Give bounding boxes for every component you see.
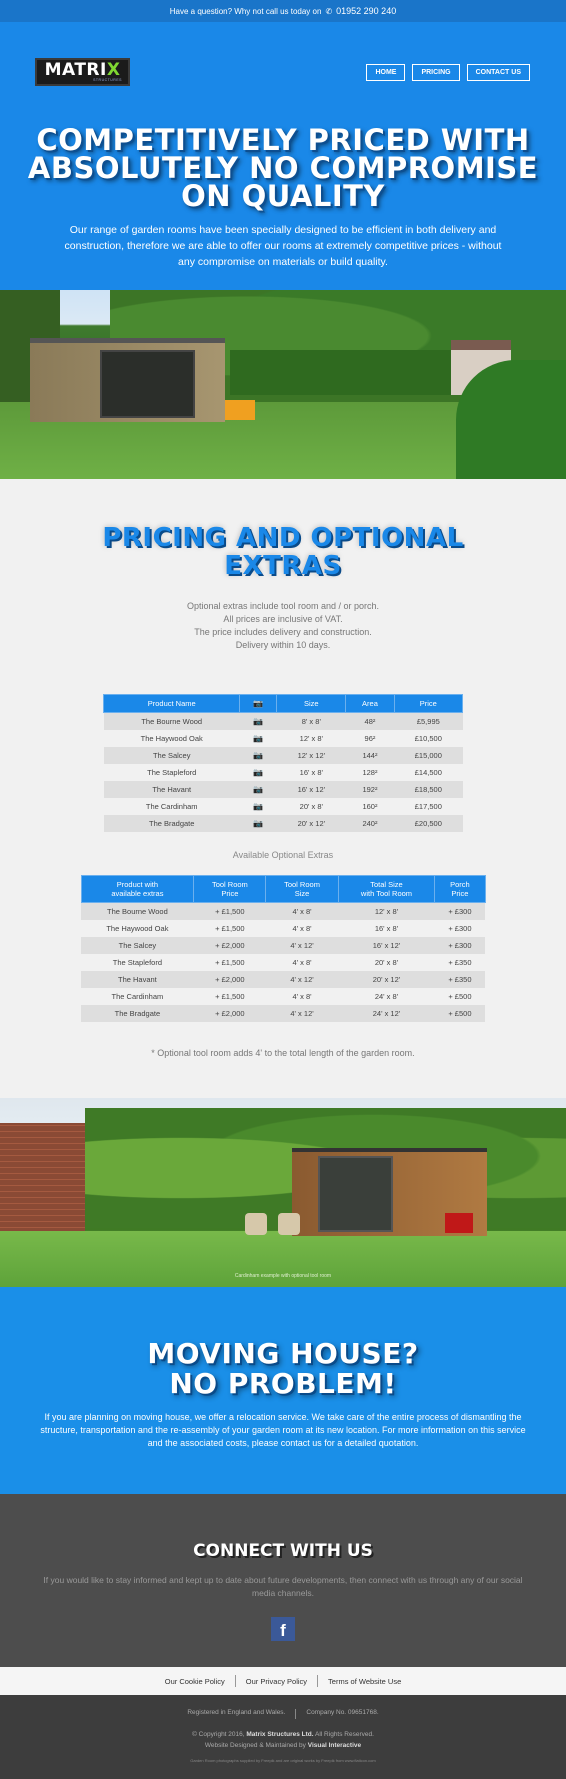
pricing-note: Optional extras include tool room and / or porch. (186, 601, 380, 611)
moving-title-line: NO PROBLEM! (169, 1367, 397, 1400)
table-row (104, 764, 463, 781)
moving-section (0, 1287, 566, 1494)
connect-text: If you would like to stay informed and kept up to date about future developments, then connect with us through any of our social media channels. (43, 1575, 523, 1598)
extra-total: 20' x 8' (338, 954, 435, 971)
camera-icon[interactable]: 📷 (240, 764, 277, 781)
table-row (81, 988, 485, 1005)
extra-porch: + £300 (435, 937, 485, 954)
pricing-footnote: * Optional tool room adds 4' to the total length of the garden room. (151, 1048, 415, 1058)
extra-total: 12' x 8' (338, 903, 435, 921)
product-price: £17,500 (394, 798, 462, 815)
product-price: £14,500 (394, 764, 462, 781)
product-name: The Bourne Wood (104, 713, 240, 731)
moving-title-line: MOVING HOUSE? (147, 1337, 419, 1370)
extra-tool-size: 4' x 12' (266, 1005, 338, 1022)
pricing-notes (0, 600, 566, 652)
table-row (104, 747, 463, 764)
product-name: The Havant (104, 781, 240, 798)
product-size: 16' x 8' (277, 764, 346, 781)
camera-icon: 📷 (253, 699, 264, 708)
extra-tool-size: 4' x 8' (266, 920, 338, 937)
extra-name: The Haywood Oak (81, 920, 194, 937)
product-size: 20' x 8' (277, 798, 346, 815)
product-area: 128² (346, 764, 394, 781)
extra-tool-price: + £1,500 (194, 954, 266, 971)
extra-tool-price: + £2,000 (194, 937, 266, 954)
col-tool-room-size: Tool Room Size (266, 876, 338, 903)
extra-name: The Havant (81, 971, 194, 988)
extra-tool-price: + £1,500 (194, 988, 266, 1005)
extra-tool-price: + £2,000 (194, 1005, 266, 1022)
nav-pricing-button[interactable]: PRICING (412, 64, 459, 81)
extra-total: 24' x 8' (338, 988, 435, 1005)
garden-room-photo (0, 290, 566, 479)
extra-total: 20' x 12' (338, 971, 435, 988)
product-price: £18,500 (394, 781, 462, 798)
product-size: 16' x 12' (277, 781, 346, 798)
pricing-section (0, 479, 566, 1098)
topbar-question: Have a question? Why not call us today on (169, 6, 322, 16)
product-price: £5,995 (394, 713, 462, 731)
moving-title (0, 1339, 566, 1399)
product-name: The Bradgate (104, 815, 240, 832)
extra-total: 24' x 12' (338, 1005, 435, 1022)
camera-icon[interactable]: 📷 (240, 730, 277, 747)
extra-total: 16' x 8' (338, 920, 435, 937)
extras-table (81, 875, 486, 1022)
table-row (104, 798, 463, 815)
extra-tool-size: 4' x 8' (266, 903, 338, 921)
extra-porch: + £350 (435, 971, 485, 988)
col-porch-price: Porch Price (435, 876, 485, 903)
hero-section (0, 22, 566, 290)
extras-title: Available Optional Extras (232, 850, 334, 860)
col-area: Area (346, 695, 394, 713)
product-name: The Salcey (104, 747, 240, 764)
registered-text: Registered in England and Wales. (187, 1709, 286, 1716)
product-area: 160² (346, 798, 394, 815)
extra-total: 16' x 12' (338, 937, 435, 954)
extra-porch: + £500 (435, 988, 485, 1005)
product-size: 8' x 8' (277, 713, 346, 731)
table-row (104, 713, 463, 731)
product-size: 12' x 12' (277, 747, 346, 764)
facebook-icon[interactable]: f (271, 1617, 295, 1641)
divider (295, 1709, 296, 1719)
camera-icon[interactable]: 📷 (240, 781, 277, 798)
nav-home-button[interactable]: HOME (366, 64, 405, 81)
product-price: £15,000 (394, 747, 462, 764)
col-tool-room-price: Tool Room Price (194, 876, 266, 903)
camera-icon[interactable]: 📷 (240, 713, 277, 731)
hero-title-line: ON QUALITY (181, 179, 385, 213)
product-area: 192² (346, 781, 394, 798)
copyright: © Copyright 2016, Matrix Structures Ltd. All Rights Reserved. (192, 1731, 374, 1738)
table-row (81, 903, 485, 921)
extra-porch: + £500 (435, 1005, 485, 1022)
logo-x: X (106, 60, 121, 80)
designer-credit: Website Designed & Maintained by Visual Interactive (204, 1742, 362, 1749)
extra-name: The Bourne Wood (81, 903, 194, 921)
extra-name: The Cardinham (81, 988, 194, 1005)
extra-name: The Salcey (81, 937, 194, 954)
col-photo (240, 695, 277, 713)
cardinham-photo (0, 1098, 566, 1287)
moving-text: If you are planning on moving house, we offer a relocation service. We take care of the entire process of dismantling the structure, transportation and the re-assembly of your garden room at its new location. For more information on this service and the associated costs, please contact us for a detailed quotation. (40, 1412, 526, 1448)
designer-link[interactable]: Visual Interactive (307, 1742, 362, 1749)
camera-icon[interactable]: 📷 (240, 747, 277, 764)
connect-title: CONNECT WITH US (193, 1541, 373, 1561)
nav-contact-button[interactable]: CONTACT US (467, 64, 530, 81)
product-size: 20' x 12' (277, 815, 346, 832)
terms-link[interactable]: Terms of Website Use (328, 1676, 402, 1686)
table-row (81, 971, 485, 988)
col-size: Size (277, 695, 346, 713)
product-name: The Haywood Oak (104, 730, 240, 747)
extra-tool-size: 4' x 8' (266, 954, 338, 971)
price-table (103, 694, 463, 832)
camera-icon[interactable]: 📷 (240, 798, 277, 815)
pricing-note: Delivery within 10 days. (235, 640, 331, 650)
pricing-note: All prices are inclusive of VAT. (223, 614, 343, 624)
extra-tool-size: 4' x 12' (266, 937, 338, 954)
connect-section (0, 1494, 566, 1667)
extra-tool-price: + £1,500 (194, 903, 266, 921)
matrix-logo[interactable] (35, 58, 130, 86)
product-price: £10,500 (394, 730, 462, 747)
topbar-phone[interactable]: 01952 290 240 (336, 6, 397, 16)
product-area: 48² (346, 713, 394, 731)
table-row (81, 954, 485, 971)
extra-porch: + £300 (435, 903, 485, 921)
col-product-name: Product Name (104, 695, 240, 713)
product-name: The Cardinham (104, 798, 240, 815)
company-number: Company No. 09651768. (306, 1709, 379, 1716)
hero-title-line: COMPETITIVELY PRICED WITH (36, 123, 530, 157)
pricing-title (0, 524, 566, 580)
extra-tool-size: 4' x 8' (266, 988, 338, 1005)
footer-links (0, 1667, 566, 1695)
table-row (81, 937, 485, 954)
table-row (104, 730, 463, 747)
camera-icon[interactable]: 📷 (240, 815, 277, 832)
hero-text: Our range of garden rooms have been specially designed to be efficient in both delivery and construction, therefore we are able to offer our rooms at extremely competitive prices - without any compromise on materials or build quality. (64, 224, 502, 268)
hero-title-line: ABSOLUTELY NO COMPROMISE (27, 151, 539, 185)
table-row (104, 781, 463, 798)
product-price: £20,500 (394, 815, 462, 832)
company-name: Matrix Structures Ltd. (246, 1731, 314, 1738)
top-bar (0, 0, 566, 22)
privacy-policy-link[interactable]: Our Privacy Policy (245, 1676, 308, 1686)
table-row (81, 920, 485, 937)
extra-tool-size: 4' x 12' (266, 971, 338, 988)
main-nav (366, 64, 530, 81)
extra-tool-price: + £1,500 (194, 920, 266, 937)
pricing-note: The price includes delivery and construction. (194, 627, 372, 637)
extra-porch: + £350 (435, 954, 485, 971)
extra-name: The Bradgate (81, 1005, 194, 1022)
logo-sub: STRUCTURES (93, 78, 122, 82)
cookie-policy-link[interactable]: Our Cookie Policy (164, 1676, 225, 1686)
product-area: 144² (346, 747, 394, 764)
hero-title (0, 123, 566, 213)
footer (0, 1695, 566, 1779)
photo-caption: Cardinham example with optional tool room (234, 1273, 332, 1279)
table-row (104, 815, 463, 832)
col-product-extras: Product with available extras (81, 876, 194, 903)
photo-credits: Garden Room photographs supplied by Freepik and are original works by Freepik from www.flaticon.com (190, 1758, 376, 1763)
product-size: 12' x 8' (277, 730, 346, 747)
product-area: 96² (346, 730, 394, 747)
extra-tool-price: + £2,000 (194, 971, 266, 988)
col-total-size: Total Size with Tool Room (338, 876, 435, 903)
logo-main: MATRI (44, 60, 107, 80)
product-name: The Stapleford (104, 764, 240, 781)
col-price: Price (394, 695, 462, 713)
table-row (81, 1005, 485, 1022)
product-area: 240² (346, 815, 394, 832)
extra-porch: + £300 (435, 920, 485, 937)
pricing-title-line: EXTRAS (224, 551, 342, 581)
pricing-title-line: PRICING AND OPTIONAL (102, 523, 464, 553)
extra-name: The Stapleford (81, 954, 194, 971)
phone-icon: ✆ (325, 6, 333, 16)
